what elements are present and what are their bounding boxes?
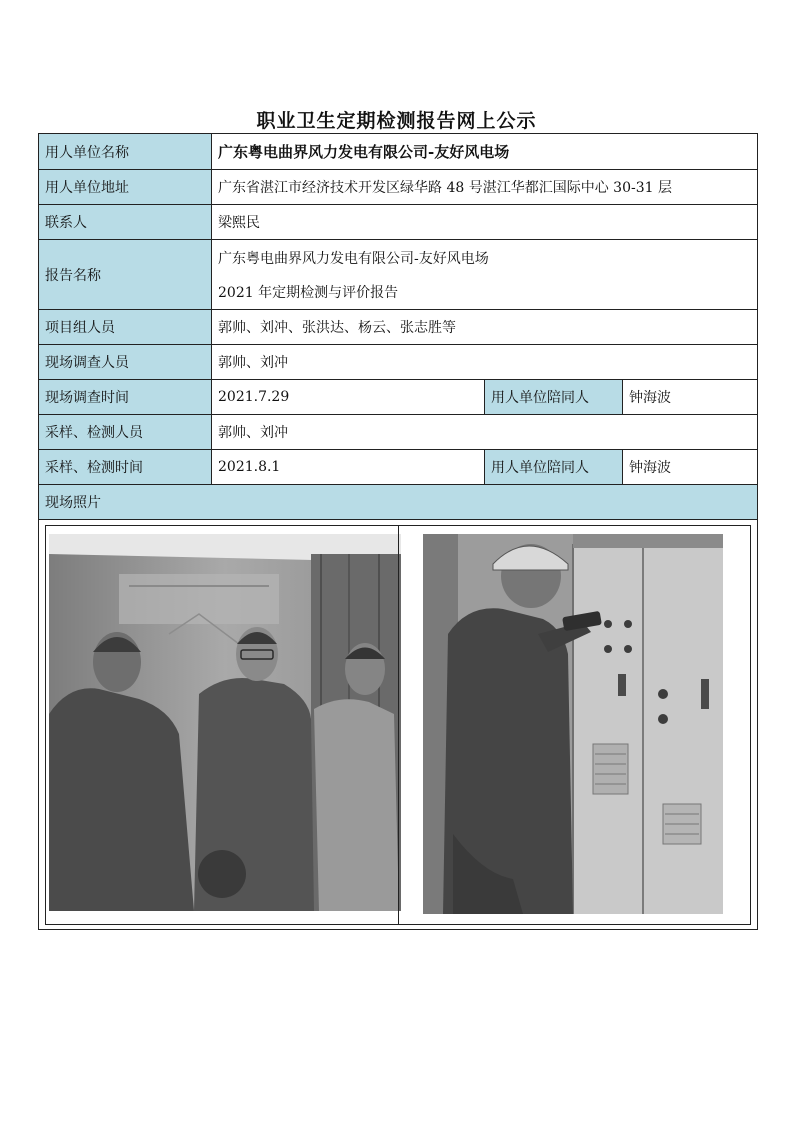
photo-grid — [45, 525, 751, 925]
contact-value: 梁熙民 — [212, 205, 758, 240]
photo-cell-left — [46, 526, 398, 924]
site-investigation-time-label: 现场调查时间 — [39, 380, 212, 415]
report-name-value — [212, 240, 758, 310]
report-name-line2: 2021 年定期检测与评价报告 — [218, 284, 399, 301]
employer-address-label: 用人单位地址 — [39, 170, 212, 205]
project-team-label: 项目组人员 — [39, 310, 212, 345]
sampling-staff-label: 采样、检测人员 — [39, 415, 212, 450]
photo-group-staff — [49, 534, 401, 911]
row-sampling-staff — [39, 415, 758, 450]
site-photos-label: 现场照片 — [39, 485, 758, 520]
row-employer-address — [39, 170, 758, 205]
site-investigators-label: 现场调查人员 — [39, 345, 212, 380]
contact-label: 联系人 — [39, 205, 212, 240]
row-site-photos — [39, 520, 758, 930]
project-team-value: 郭帅、刘冲、张洪达、杨云、张志胜等 — [212, 310, 758, 345]
report-name-label: 报告名称 — [39, 240, 212, 310]
employer-name-label: 用人单位名称 — [39, 134, 212, 170]
row-project-team — [39, 310, 758, 345]
photo-cell-right — [398, 526, 751, 924]
photo-noise-measurement — [423, 534, 723, 914]
row-employer-name — [39, 134, 758, 170]
sampling-escort-value: 钟海波 — [623, 450, 758, 485]
employer-name-value: 广东粤电曲界风力发电有限公司-友好风电场 — [212, 134, 758, 170]
sampling-time-label: 采样、检测时间 — [39, 450, 212, 485]
report-table — [38, 133, 758, 930]
row-report-name — [39, 240, 758, 310]
site-investigation-escort-value: 钟海波 — [623, 380, 758, 415]
site-photos-cell — [39, 520, 758, 930]
site-investigators-value: 郭帅、刘冲 — [212, 345, 758, 380]
report-name-line1: 广东粤电曲界风力发电有限公司-友好风电场 — [218, 250, 489, 267]
row-sampling-time — [39, 450, 758, 485]
row-site-investigators — [39, 345, 758, 380]
row-site-investigation-time — [39, 380, 758, 415]
row-site-photos-header — [39, 485, 758, 520]
sampling-escort-label: 用人单位陪同人 — [485, 450, 623, 485]
site-investigation-time-value: 2021.7.29 — [212, 380, 485, 415]
page-title: 职业卫生定期检测报告网上公示 — [256, 110, 537, 132]
row-contact — [39, 205, 758, 240]
site-investigation-escort-label: 用人单位陪同人 — [485, 380, 623, 415]
employer-address-value: 广东省湛江市经济技术开发区绿华路 48 号湛江华都汇国际中心 30-31 层 — [212, 170, 758, 205]
sampling-time-value: 2021.8.1 — [212, 450, 485, 485]
sampling-staff-value: 郭帅、刘冲 — [212, 415, 758, 450]
